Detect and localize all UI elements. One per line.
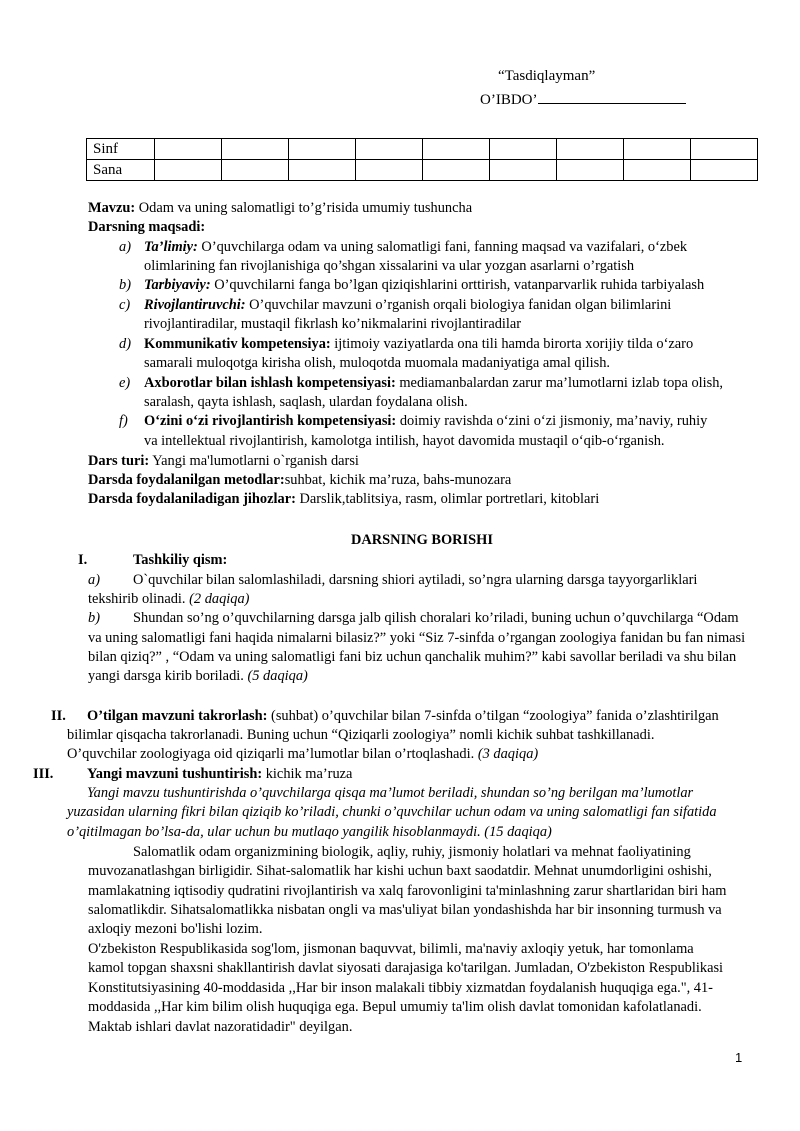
goal-marker: a)	[119, 239, 131, 255]
goal-text: O’quvchilar mavzuni o’rganish orqali biologiya fanidan olgan bilimlarini	[245, 297, 672, 313]
goal-marker: d)	[119, 336, 131, 352]
section3-intro: o’qitilmagan bo’lsa-da, ular uchun bu mutlaqo yangilik hisoblanmaydi. (15 daqiqa)	[67, 824, 552, 840]
signature-line	[538, 89, 686, 104]
goal-text-cont: samarali muloqotga kirisha olish, muloqotda muomala madaniyatiga amal qilish.	[144, 355, 611, 371]
page-number: 1	[735, 1050, 743, 1065]
section2-numeral: II.	[51, 708, 66, 724]
goal-text: doimiy ravishda o‘zini o‘zi jismoniy, ma’naviy, ruhiy	[396, 413, 708, 429]
methods-label: Darsda foydalanilgan metodlar:	[88, 472, 285, 488]
goal-marker: c)	[119, 297, 131, 313]
section1-b-cont: bilan qiziq?” , “Odam va uning salomatligi fani biz uchun qanchalik muhim?” kabi savollar beriladi va shu bilan	[88, 649, 737, 665]
table-cell	[691, 139, 758, 160]
table-cell	[624, 160, 691, 181]
section3-intro: Yangi mavzu tushuntirishda o’quvchilarga qisqa ma’lumot beriladi, shundan so’ng berilgan ma’lumotlar	[87, 785, 694, 801]
section1-b-text: Shundan so’ng o’quvchilarning darsga jalb qilish choralari ko’riladi, buning uchun o’quvchilarga “Odam	[133, 610, 739, 626]
goal-text: O’quvchilarni fanga bo’lgan qiziqishlarini orttirish, vatanparvarlik ruhida tarbiyalash	[210, 277, 705, 293]
goal-text: ijtimoiy vaziyatlarda ona tili hamda birorta xorijiy tilda o‘zaro	[330, 336, 694, 352]
goal-text-cont: saralash, qayta ishlash, saqlash, ulardan foydalana olish.	[144, 394, 468, 410]
section1-numeral: I.	[78, 552, 88, 568]
section3-numeral: III.	[33, 766, 54, 782]
table-cell	[155, 139, 222, 160]
section2-time: (3 daqiqa)	[477, 746, 539, 762]
section3-title: Yangi mavzuni tushuntirish:	[87, 766, 263, 782]
table-row-sinf	[87, 139, 758, 160]
section2-title: O’tilgan mavzuni takrorlash:	[87, 708, 268, 724]
paragraph-line: muvozanatlashgan birligidir. Sihat-salomatlik har kishi uchun baxt saodatdir. Mehnat unumdorligini oshishi,	[88, 863, 712, 879]
section2-line2: bilimlar qisqacha takrorlanadi. Buning uchun “Qiziqarli zoologiya” nomli kichik suhbat tashkillanadi.	[67, 727, 655, 743]
table-cell	[557, 160, 624, 181]
approval-title: “Tasdiqlayman”	[498, 68, 596, 84]
progress-heading: DARSNING BORISHI	[351, 532, 493, 548]
table-cell	[155, 160, 222, 181]
paragraph-line: salomatlikdir. Sihatsalomatlikka nisbatan ongli va mas'uliyat bilan yondashishda har bir insonning turmush va	[88, 902, 722, 918]
table-cell	[289, 139, 356, 160]
goal-marker: e)	[119, 375, 131, 391]
section1-a-time: (2 daqiqa)	[189, 591, 250, 607]
equipment-label: Darsda foydalaniladigan jihozlar:	[88, 491, 296, 507]
section3-heading	[87, 765, 352, 784]
table-cell	[289, 160, 356, 181]
goal-label: Axborotlar bilan ishlash kompetensiyasi:	[144, 375, 396, 391]
goal-text: mediamanbalardan zarur ma’lumotlarni izlab topa olish,	[395, 375, 724, 391]
table-cell	[356, 160, 423, 181]
methods-text: suhbat, kichik ma’ruza, bahs-munozara	[284, 472, 512, 488]
approval-signer	[480, 89, 686, 110]
section1-b-marker: b)	[88, 610, 100, 626]
lesson-type-label: Dars turi:	[88, 453, 150, 469]
table-row-label: Sana	[87, 160, 155, 181]
goal-item-kommunikativ	[144, 335, 693, 354]
paragraph-line: Maktab ishlari davlat nazoratidadir" deyilgan.	[88, 1019, 353, 1035]
section1-b-cont	[88, 667, 308, 686]
table-cell	[423, 139, 490, 160]
class-date-table	[86, 138, 758, 181]
paragraph-line: axloqiy mezoni bo'lishi lozim.	[88, 921, 263, 937]
topic-label: Mavzu:	[88, 200, 136, 216]
table-cell	[222, 160, 289, 181]
equipment-text: Darslik,tablitsiya, rasm, olimlar portretlari, kitoblari	[295, 491, 600, 507]
section1-b-time: (5 daqiqa)	[247, 668, 308, 684]
paragraph-line: moddasida ,,Har kim bilim olish huquqiga ega. Bepul umumiy ta'lim olish davlat tomonidan kafolatlanadi.	[88, 999, 702, 1015]
section1-title: Tashkiliy qism:	[133, 552, 228, 568]
goal-marker: f)	[119, 413, 128, 429]
goal-text-cont: va intellektual rivojlantirish, kamolotga intilish, hayot davomida mustaqil o‘qib-o‘rganish.	[144, 433, 665, 449]
goal-text: O’quvchilarga odam va uning salomatligi fani, fanning maqsad va vazifalari, o‘zbek	[197, 239, 688, 255]
approval-signer-label: O’IBDO’	[480, 92, 538, 108]
paragraph-line: Salomatlik odam organizmining biologik, aqliy, ruhiy, jismoniy holatlari va mehnat faoliyatining	[133, 844, 691, 860]
lesson-type	[88, 452, 359, 471]
goal-label: O‘zini o‘zi rivojlantirish kompetensiyasi:	[144, 413, 397, 429]
table-cell	[356, 139, 423, 160]
goal-item-tarbiyaviy	[144, 276, 704, 295]
paragraph-line: mamlakatning iqtisodiy qudratini rivojlantirish va xalq farovonligini ta'minlashning zarur shartlaridan biri ham	[88, 883, 727, 899]
table-row-label: Sinf	[87, 139, 155, 160]
goals-heading: Darsning maqsadi:	[88, 219, 206, 235]
topic-text: Odam va uning salomatligi to’g’risida umumiy tushuncha	[135, 200, 473, 216]
section1-a-text: O`quvchilar bilan salomlashiladi, darsning shiori aytiladi, so’ngra ularning darsga tayyorgarliklari	[133, 572, 698, 588]
methods	[88, 471, 511, 490]
goal-label: Ta’limiy:	[144, 239, 198, 255]
table-cell	[557, 139, 624, 160]
goal-label: Tarbiyaviy:	[144, 277, 211, 293]
lesson-type-text: Yangi ma'lumotlarni o`rganish darsi	[149, 453, 359, 469]
table-cell	[691, 160, 758, 181]
section3-intro: yuzasidan ularning fikri bilan qiziqib ko’riladi, chunki o’quvchilar uchun odam va uning salomatligi fan sifatida	[67, 804, 717, 820]
section1-a-marker: a)	[88, 572, 100, 588]
goal-text-cont: olimlarining fan rivojlanishiga qo’shgan xissalarini va ular yozgan asarlarni o’rgatish	[144, 258, 635, 274]
section2-line3	[67, 745, 538, 764]
goal-text-cont: rivojlantiradilar, mustaqil fikrlash ko’nikmalarini rivojlantiradilar	[144, 316, 522, 332]
equipment	[88, 490, 599, 509]
section1-b-text4: yangi darsga kirib boriladi.	[88, 668, 248, 684]
table-row-sana	[87, 160, 758, 181]
goal-item-ozini	[144, 412, 707, 431]
goal-label: Kommunikativ kompetensiya:	[144, 336, 331, 352]
section2-line1	[87, 707, 719, 726]
goal-item-axborot	[144, 374, 723, 393]
goal-label: Rivojlantiruvchi:	[144, 297, 246, 313]
section1-a-cont	[88, 590, 249, 609]
paragraph-line: Konstitutsiyasining 40-moddasida ,,Har bir inson malakali tibbiy xizmatdan foydalanish huquqiga ega.", 41-	[88, 980, 713, 996]
table-cell	[222, 139, 289, 160]
section2-text3: O’quvchilar zoologiyaga oid qiziqarli ma’lumotlar bilan o’rtoqlashadi.	[67, 746, 478, 762]
section3-subtitle: kichik ma’ruza	[262, 766, 353, 782]
section1-a-text2: tekshirib olinadi.	[88, 591, 190, 607]
goal-item-rivojlantiruvchi	[144, 296, 671, 315]
paragraph-line: kamol topgan shaxsni shakllantirish davlat siyosati darajasiga ko'tarilgan. Jumladan, O'zbekiston Respublikasi	[88, 960, 724, 976]
table-cell	[423, 160, 490, 181]
table-cell	[490, 160, 557, 181]
section1-b-cont: va uning salomatligi fani haqida nimalarni bilasiz?” yoki “Siz 7-sinfda o’rgangan zoologiya fanidan bu fan nimasi	[88, 630, 746, 646]
paragraph-line: O'zbekiston Respublikasida sog'lom, jismonan baquvvat, bilimli, ma'naviy axloqiy yetuk, har tomonlama	[88, 941, 694, 957]
section2-text: (suhbat) o’quvchilar bilan 7-sinfda o’tilgan “zoologiya” fanida o’zlashtirilgan	[267, 708, 719, 724]
goal-item-talimiy	[144, 238, 687, 257]
topic-line	[88, 199, 472, 218]
table-cell	[624, 139, 691, 160]
table-cell	[490, 139, 557, 160]
goal-marker: b)	[119, 277, 131, 293]
